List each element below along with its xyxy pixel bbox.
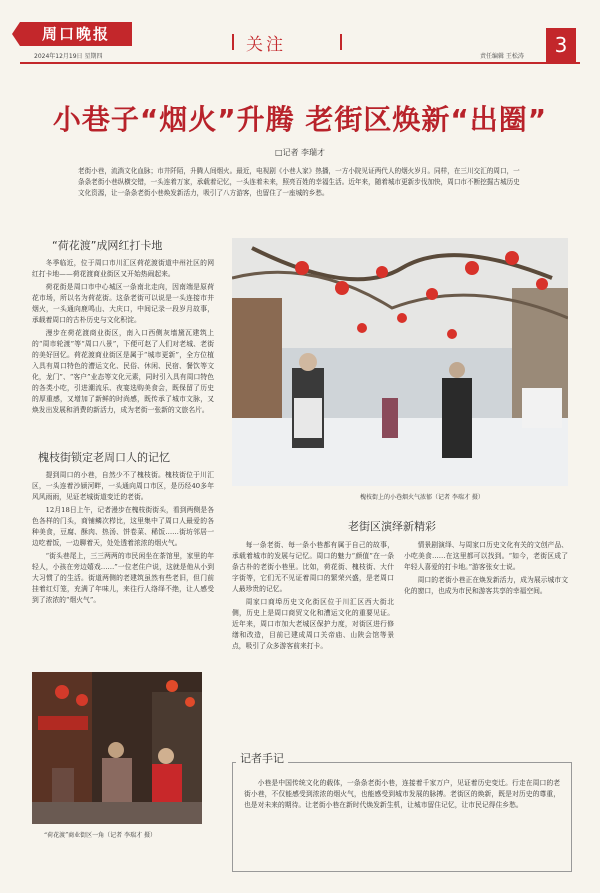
section-3-para: 每一条老街、每一条小巷都有属于自己的故事，承载着城市的发展与记忆。周口的魅力“颜值”在一条条古朴的老街小巷里。比如，荷花街、槐枝街、大什字街等，它们无不见证着周口的繁荣兴盛，是老周口人最珍贵的记忆。: [232, 541, 394, 593]
masthead-logo: 周口晚报: [20, 22, 132, 46]
reporter-note-title: 记者手记: [236, 750, 288, 766]
section-3-body-left: [232, 540, 394, 740]
subhead-3: 老街区演绎新精彩: [348, 520, 436, 533]
small-photo-caption: “荷花渡”商业街区一角（记者 李瑞才 摄）: [44, 832, 156, 839]
section-3-para: 情景剧演绎、与周家口历史文化有关的文创产品、小吃美食……在这里都可以找到。“如今，老街区成了年轻人喜爱的打卡地。”游客张女士说。: [404, 541, 568, 571]
headline: 小巷子“烟火”升腾 老街区焕新“出圈”: [52, 103, 548, 136]
section-2-para: “街头巷尾上，三三两两的市民闲坐在茶馆里，家里的年轻人，小孩在旁边嬉戏……”一位老住户说，这就是他从小到大习惯了的生活。街道两侧的老建筑虽然有些老旧，但门前挂着红灯笼，充满了年味儿，来往行人络绎不绝，让人感受到了浓浓的“烟火气”。: [32, 552, 214, 604]
subhead-2: 槐枝街锁定老周口人的记忆: [38, 451, 170, 464]
street-scene-image: [32, 672, 202, 824]
header-rule: [20, 62, 580, 64]
lead-paragraph: 老街小巷，流淌文化血脉；市井阡陌，升腾人间烟火。最近，电视剧《小巷人家》热播，一方小院见证两代人的烟火岁月。同样，在三川交汇的周口，一条条老街小巷纵横交错，一头连着万家，承载着记忆，一头连着未来，照亮百姓的幸福生活。近年来，随着城市更新步伐加快，周口市不断挖掘古城历史文化资源，让一条条老街小巷焕发新活力，吸引了八方游客，也留住了一座城的乡愁。: [78, 167, 520, 197]
reporter-note-body: [244, 778, 560, 862]
section-title: 关注: [246, 35, 286, 55]
page-number: 3: [546, 28, 576, 62]
section-3-body-right: [404, 540, 568, 740]
section-1-para: 漫步在荷花渡商业街区，南入口西侧灰墙黛瓦建筑上的“周市轮渡”等“周口八景”，下便可赵了人们对老城、老街的美好回忆。荷花渡商业街区是属于“城市更新”，全方位植入具有周口特色的漕运文化、民俗、休闲、民宿、餐饮等文化，龙门”、“客户”业态等文化元素，同时引入具有周口特色的各类小吃，引进潮流乐、夜宴选购美食会，既保留了历史的厚重感，又增加了新鲜的时尚感，既传承了城市文脉，又焕发出发展和消费的新活力，成为老街一张新的文旅名片。: [32, 329, 214, 414]
section-2-body: [32, 470, 214, 662]
section-bar-left: [232, 34, 234, 50]
section-1-body: [32, 258, 214, 440]
section-3-para: 周家口商埠历史文化街区位于川汇区西大街北侧，历史上是周口商贸文化和漕运文化的重要见证。近年来，周口市加大老城区保护力度，对街区进行修缮和改造，目前已建成周口关帝庙、山陕会馆等景点，吸引了众多游客前来打卡。: [232, 598, 394, 650]
issue-date: 2024年12月19日 星期四: [34, 53, 103, 60]
street-photo-small: [32, 672, 202, 824]
main-photo-caption: 槐枝街上的小巷烟火气浓郁（记者 李瑞才 摄）: [360, 494, 484, 501]
snowy-alley-image: [232, 238, 568, 486]
section-1-para: 荷花街是周口市中心城区一条南北走向，因南端是原荷花市场，所以名为荷花街。这条老街可以说是一头连接市井烟火，一头通向鹿鸣山、大庆口，中间记录一段岁月故事，承载着周口的古朴历史与文化积淀。: [32, 283, 214, 324]
section-2-para: 12月18日上午，记者漫步在槐枝街街头，看到两侧是各色各样的门头，商铺鳞次栉比，这里集中了周口人最爱的各种美食，豆腐、酥肉、热汤、饼卷菜、稀饭……街坊邻居一边吃着饭，一边聊着天，处处透着浓浓的烟火气。: [32, 506, 214, 547]
reporter-note-text: 小巷是中国传统文化的载体，一条条老街小巷，连接着千家万户，见证着历史变迁。行走在周口的老街小巷，不仅能感受到浓浓的烟火气，也能感受到城市发展的脉搏。老街区的焕新，既是对历史的尊重，也是对未来的期待。让老街小巷在新时代焕发新生机，让城市留住记忆，让市民记得住乡愁。: [244, 779, 560, 809]
main-photo: [232, 238, 568, 486]
subhead-1: “荷花渡”成网红打卡地: [52, 239, 163, 252]
byline: □记者 李瑞才: [274, 148, 326, 157]
section-bar-right: [340, 34, 342, 50]
section-1-para: 冬季临近，位于周口市川汇区荷花渡街道中州社区的网红打卡地——荷花渡商业街区又开始热闹起来。: [32, 259, 214, 278]
section-2-para: 提到周口的小巷，自然少不了槐枝街。槐枝街位于川汇区，一头连着沙颍河畔，一头通向周口市区，是历经40多年风风雨雨，见证老城街道变迁的老街。: [32, 471, 214, 501]
editor-credit: 责任编辑 王松涛: [480, 53, 524, 60]
section-3-para: 周口的老街小巷正在焕发新活力，成为展示城市文化的窗口，也成为市民和游客共享的幸福空间。: [404, 576, 568, 595]
